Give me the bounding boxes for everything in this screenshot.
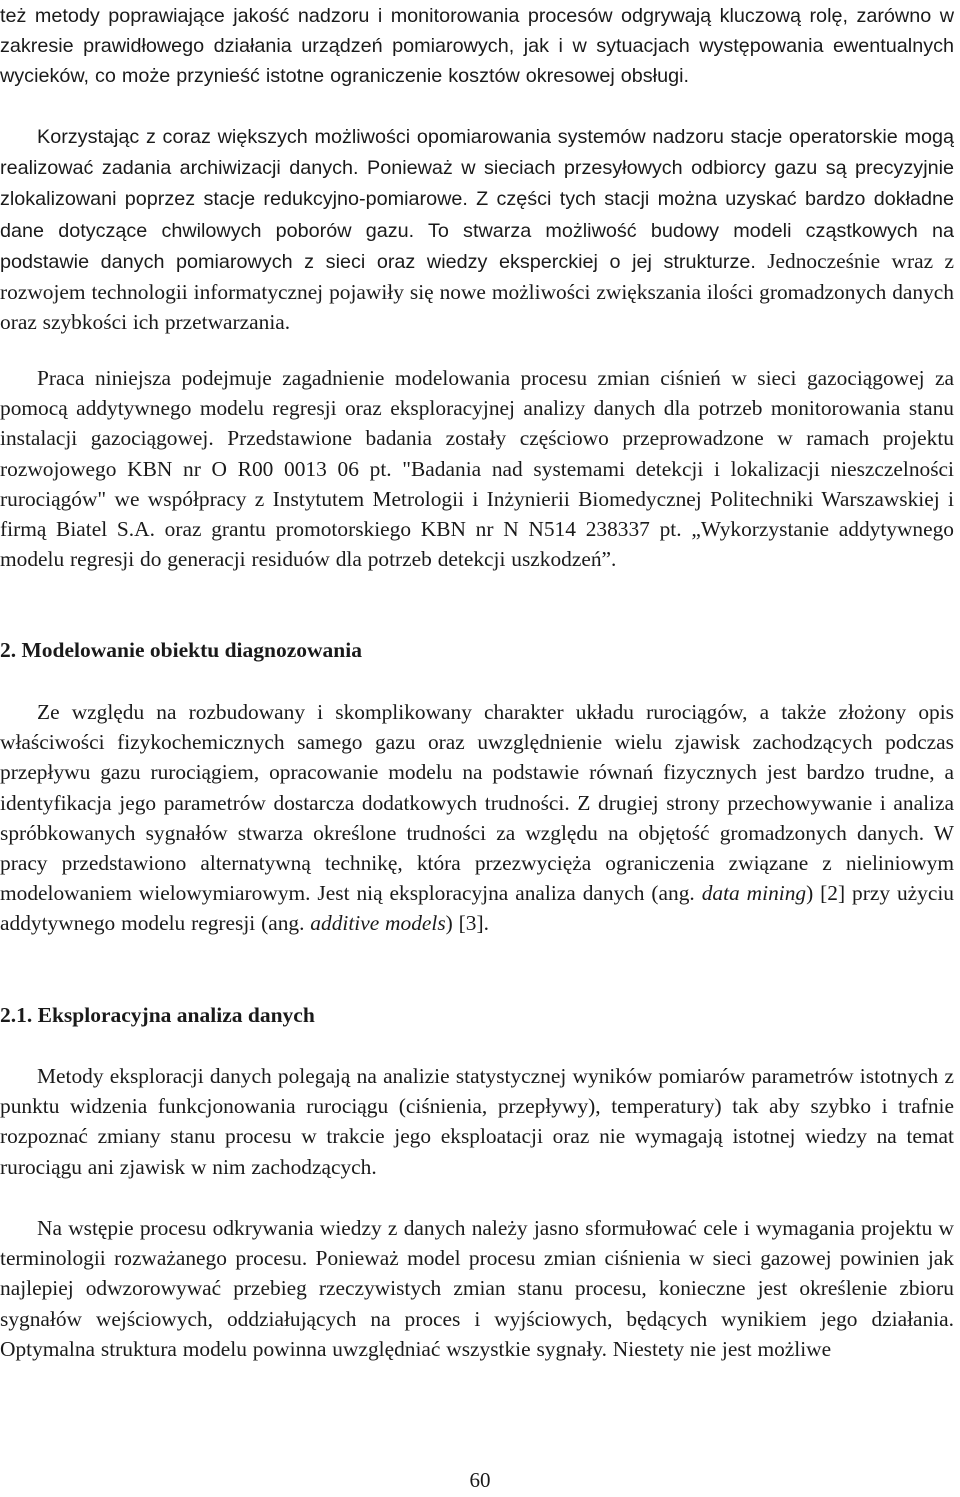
paragraph-text: Ze względu na rozbudowany i skomplikowany charakter układu rurociągów, a także złożony opis właściwości fizykochemicznych samego gazu oraz uwzględnienie wielu zjawisk zachodzących podczas przepływu gazu rurociągiem, opracowanie modelu na podstawie równań fizycznych jest bardzo trudne, a identyfikacja jego parametrów dostarcza dodatkowych trudności. Z drugiej strony przechowywanie i analiza spróbkowanych sygnałów stwarza określone trudności za względu na objętość gromadzonych danych. W pracy przedstawiono alternatywną technikę, która przezwycięża ograniczenia związane z nieliniowym modelowaniem wielowymiarowym. Jest nią eksploracyjna analiza danych (ang. xyxy=(0,700,954,906)
paragraph-exploration-methods xyxy=(0,1061,954,1182)
paragraph-modelling xyxy=(0,697,954,939)
paragraph-text: Na wstępie procesu odkrywania wiedzy z danych należy jasno sformułować cele i wymagania projektu w terminologii rozważanego procesu. Ponieważ model procesu zmian ciśnienia w sieci gazowej powinien jak najlepiej odwzorowywać przebieg rzeczywistych zmian stanu procesu, konieczne jest określenie zbioru sygnałów wejściowych, oddziałujących na proces i wyjściowych, będących wynikiem jego działania. Optymalna struktura modelu powinna uwzględniać wszystkie sygnały. Niestety nie jest możliwe xyxy=(0,1216,954,1361)
paragraph-knowledge-discovery xyxy=(0,1213,954,1364)
paragraph-text-sans: Korzystając z coraz większych możliwości opomiarowania systemów nadzoru stacje operatorskie mogą realizować zadania archiwizacji danych. Ponieważ w sieciach przesyłowych odbiorcy gazu są precyzyjnie zlokalizowani poprzez stacje redukcyjno-pomiarowe. Z części tych stacji można uzyskać bardzo dokładne dane dotyczące chwilowych poborów gazu. To stwarza możliwość budowy modeli cząstkowych na podstawie danych pomiarowych z sieci oraz wiedzy eksperckiej o jej strukturze. xyxy=(0,126,954,273)
paragraph-text: też metody poprawiające jakość nadzoru i monitorowania procesów odgrywają kluczową rolę, zarówno w zakresie prawidłowego działania urządzeń pomiarowych, jak i w sytuacjach występowania ewentualnych wycieków, co może przynieść istotne ograniczenie kosztów okresowej obsługi. xyxy=(0,5,954,88)
paragraph-intro-continuation xyxy=(0,1,954,92)
term-additive-models: additive models xyxy=(310,911,446,936)
paragraph-text: Metody eksploracji danych polegają na analizie statystycznej wyników pomiarów parametrów istotnych z punktu widzenia funkcjonowania rurociągu (ciśnienia, przepływy), temperatury) tak aby szybko i trafnie rozpoznać zmiany stanu procesu w trakcie jego eksploatacji oraz nie wymagają istotnej wiedzy na temat rurociągu ani zjawisk w nim zachodzących. xyxy=(0,1064,954,1179)
paragraph-text-serif: Jednocześnie wraz z rozwojem technologii informatycznej pojawiły się nowe możliwości zwiększania ilości gromadzonych danych oraz szybkości ich przetwarzania. xyxy=(0,248,955,335)
term-data-mining: data mining xyxy=(701,881,807,906)
section-heading-2-1: 2.1. Eksploracyjna analiza danych xyxy=(0,1003,315,1027)
paragraph-text: ) [3]. xyxy=(445,911,489,936)
paragraph-archiving xyxy=(0,121,954,337)
page-number: 60 xyxy=(469,1468,491,1492)
paragraph-text: ) [2] przy użyciu addytywnego modelu regresji (ang. xyxy=(0,881,954,936)
paragraph-text: Praca niniejsza podejmuje zagadnienie modelowania procesu zmian ciśnień w sieci gazociągowej za pomocą addytywnego modelu regresji oraz eksploracyjnej analizy danych dla potrzeb monitorowania stanu instalacji gazociągowej. Przedstawione badania zostały częściowo przeprowadzone w ramach projektu rozwojowego KBN nr O R00 0013 06 pt. "Badania nad systemami detekcji i lokalizacji nieszczelności rurociągów" we współpracy z Instytutem Metrologii i Inżynierii Biomedycznej Politechniki Warszawskiej i firmą Biatel S.A. oraz grantu promotorskiego KBN nr N N514 238337 pt. „Wykorzystanie addytywnego modelu regresji do generacji residuów dla potrzeb detekcji uszkodzeń”. xyxy=(0,366,954,572)
paragraph-work-scope xyxy=(0,363,954,574)
section-heading-2: 2. Modelowanie obiektu diagnozowania xyxy=(0,638,362,662)
